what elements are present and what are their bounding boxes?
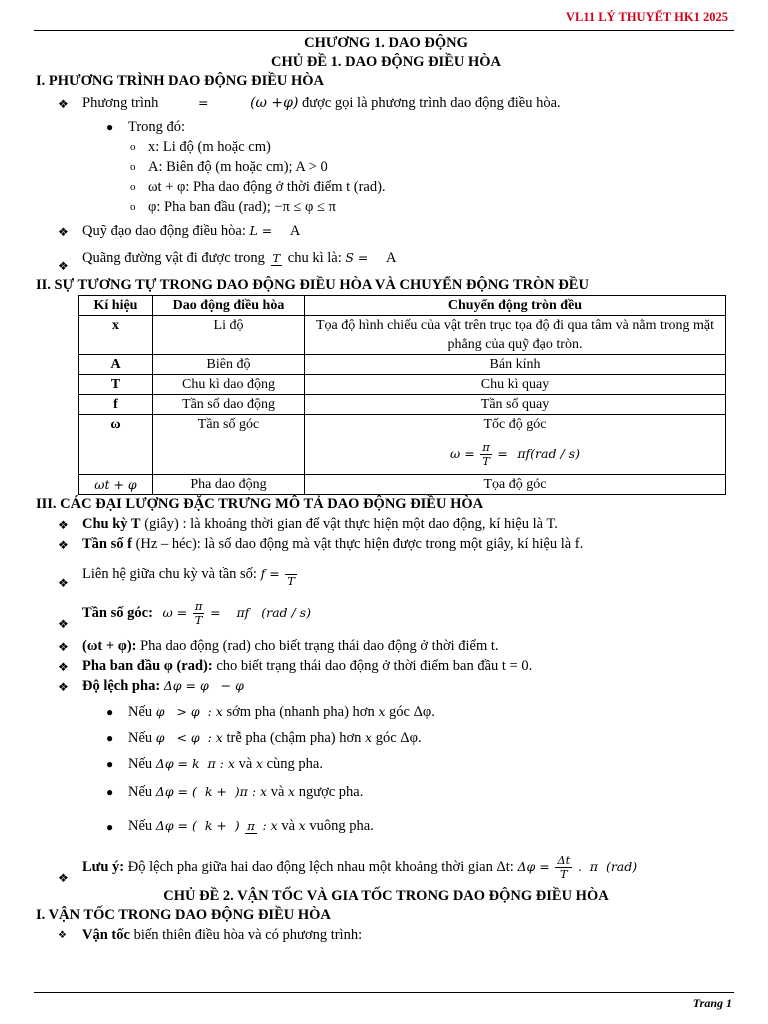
where-line: ● Trong đó: xyxy=(106,119,186,135)
diamond-bullet-icon: ❖ xyxy=(58,97,69,111)
path-line: ❖ Quỹ đạo dao động điều hòa: L = A xyxy=(36,220,736,242)
fraction: $\frac{\pi}{T}$ xyxy=(194,599,203,628)
diamond-bullet-icon: ❖ xyxy=(58,259,69,273)
dot-bullet-icon: ● xyxy=(106,785,114,799)
phase-line: ❖ (ωt + φ): Pha dao động (rad) cho biết trạng thái dao động ở thời điểm t. xyxy=(36,636,736,656)
circle-bullet-icon: o xyxy=(130,161,136,173)
frequency-line: ❖ Tần số f (Hz – héc): là số dao động mà vật thực hiện được trong một giây, kí hiệu là f. xyxy=(36,534,736,554)
fraction: π xyxy=(247,818,255,833)
case-line: ● Nếu Δφ = ( k + ) π : x và x vuông pha. xyxy=(36,807,736,845)
fraction: T xyxy=(285,561,297,588)
case-line: ● Nếu Δφ = k π : x và x cùng pha. xyxy=(36,751,736,777)
diamond-bullet-icon: ❖ xyxy=(58,640,69,654)
case-line: ● Nếu Δφ = ( k + )π : x và x ngược pha. xyxy=(36,777,736,807)
diamond-bullet-icon: ❖ xyxy=(58,930,67,941)
dot-bullet-icon: ● xyxy=(106,120,114,134)
topic-1-title: CHỦ ĐỀ 1. DAO ĐỘNG ĐIỀU HÒA xyxy=(271,54,501,70)
analogy-table xyxy=(78,295,726,495)
section-1-heading: I. PHƯƠNG TRÌNH DAO ĐỘNG ĐIỀU HÒA xyxy=(36,73,325,89)
list-item: o ωt + φ: Pha dao động ở thời điểm t (rad). xyxy=(130,179,386,195)
dot-bullet-icon: ● xyxy=(106,731,114,745)
dot-bullet-icon: ● xyxy=(106,757,114,771)
page-number: Trang 1 xyxy=(692,996,732,1010)
section-2-heading: II. SỰ TƯƠNG TỰ TRONG DAO ĐỘNG ĐIỀU HÒA VÀ CHUYỂN ĐỘNG TRÒN ĐỀU xyxy=(36,277,589,293)
column-header: Chuyển động tròn đều xyxy=(305,296,726,316)
note-line: ❖ Lưu ý: Độ lệch pha giữa hai dao động lệch nhau một khoảng thời gian Δt: Δφ = $\frac{\Delta t}{T}$ . π (rad) xyxy=(36,847,736,887)
diamond-bullet-icon: ❖ xyxy=(58,518,69,532)
circle-bullet-icon: o xyxy=(130,181,136,193)
table-row: A Biên độ Bán kính xyxy=(79,355,726,375)
diamond-bullet-icon: ❖ xyxy=(58,680,69,694)
diamond-bullet-icon: ❖ xyxy=(58,660,69,674)
chapter-title: CHƯƠNG 1. DAO ĐỘNG xyxy=(304,35,468,51)
top-divider xyxy=(34,30,734,31)
diamond-bullet-icon: ❖ xyxy=(58,225,69,239)
column-header: Kí hiệu xyxy=(79,296,153,316)
distance-line: ❖ Quãng đường vật đi được trong T chu kì là: S = A xyxy=(36,242,736,274)
circle-bullet-icon: o xyxy=(130,141,136,153)
table-header-row xyxy=(79,296,726,316)
period-line: ❖ Chu kỳ T (giây) : là khoảng thời gian để vật thực hiện một dao động, kí hiệu là T. xyxy=(36,514,736,534)
list-item: o A: Biên độ (m hoặc cm); A > 0 xyxy=(130,159,328,175)
equation-line: ❖ Phương trình = (ω +φ) được gọi là phương trình dao động điều hòa. xyxy=(36,91,736,115)
relation-line: ❖ Liên hệ giữa chu kỳ và tần số: f = T xyxy=(36,557,736,591)
diamond-bullet-icon: ❖ xyxy=(58,576,69,590)
omega-formula: ω = $\frac{\pi}{T}$ = πf(rad / s) xyxy=(450,440,580,469)
topic-2-title: CHỦ ĐỀ 2. VẬN TỐC VÀ GIA TỐC TRONG DAO ĐỘNG ĐIỀU HÒA xyxy=(163,888,609,904)
angular-frequency-line: ❖ Tần số góc: ω = $\frac{\pi}{T}$ = πf (rad / s) xyxy=(36,594,736,632)
document-header-tag: VL11 LÝ THUYẾT HK1 2025 xyxy=(565,10,728,24)
table-row: x Li độ Tọa độ hình chiếu của vật trên trục tọa độ đi qua tâm và nằm trong mặt phẳng của quỹ đạo tròn. xyxy=(79,316,726,355)
section-4-heading: I. VẬN TỐC TRONG DAO ĐỘNG ĐIỀU HÒA xyxy=(36,907,331,923)
dot-bullet-icon: ● xyxy=(106,820,114,834)
diamond-bullet-icon: ❖ xyxy=(58,871,69,885)
table-row: T Chu kì dao động Chu kì quay xyxy=(79,375,726,395)
bottom-divider xyxy=(34,992,734,993)
table-row: ω Tần số góc Tốc độ góc ω = $\frac{\pi}{T}$ = πf(rad / s) xyxy=(79,415,726,475)
dot-bullet-icon: ● xyxy=(106,705,114,719)
initial-phase-line: ❖ Pha ban đầu φ (rad): cho biết trạng thái dao động ở thời điểm ban đầu t = 0. xyxy=(36,656,736,676)
table-row: ωt + φ Pha dao động Tọa độ góc xyxy=(79,475,726,495)
fraction: $\frac{\pi}{T}$ xyxy=(482,440,490,469)
document-body xyxy=(36,34,736,945)
list-item: o x: Li độ (m hoặc cm) xyxy=(130,139,271,155)
table-row: f Tần số dao động Tần số quay xyxy=(79,395,726,415)
fraction: T xyxy=(272,250,281,265)
fraction: $\frac{\Delta t}{T}$ xyxy=(557,853,571,882)
case-line: ● Nếu φ < φ : x trễ pha (chậm pha) hơn x góc Δφ. xyxy=(36,725,736,751)
column-header: Dao động điều hòa xyxy=(153,296,305,316)
velocity-line: ❖ Vận tốc biến thiên điều hòa và có phương trình: xyxy=(36,925,736,945)
circle-bullet-icon: o xyxy=(130,201,136,213)
list-item: o φ: Pha ban đầu (rad); −π ≤ φ ≤ π xyxy=(130,199,336,215)
phase-difference-line: ❖ Độ lệch pha: Δφ = φ − φ xyxy=(36,676,736,696)
diamond-bullet-icon: ❖ xyxy=(58,617,69,631)
case-line: ● Nếu φ > φ : x sớm pha (nhanh pha) hơn x góc Δφ. xyxy=(36,699,736,725)
diamond-bullet-icon: ❖ xyxy=(58,538,69,552)
section-3-heading: III. CÁC ĐẠI LƯỢNG ĐẶC TRƯNG MÔ TẢ DAO ĐỘNG ĐIỀU HÒA xyxy=(36,496,484,512)
